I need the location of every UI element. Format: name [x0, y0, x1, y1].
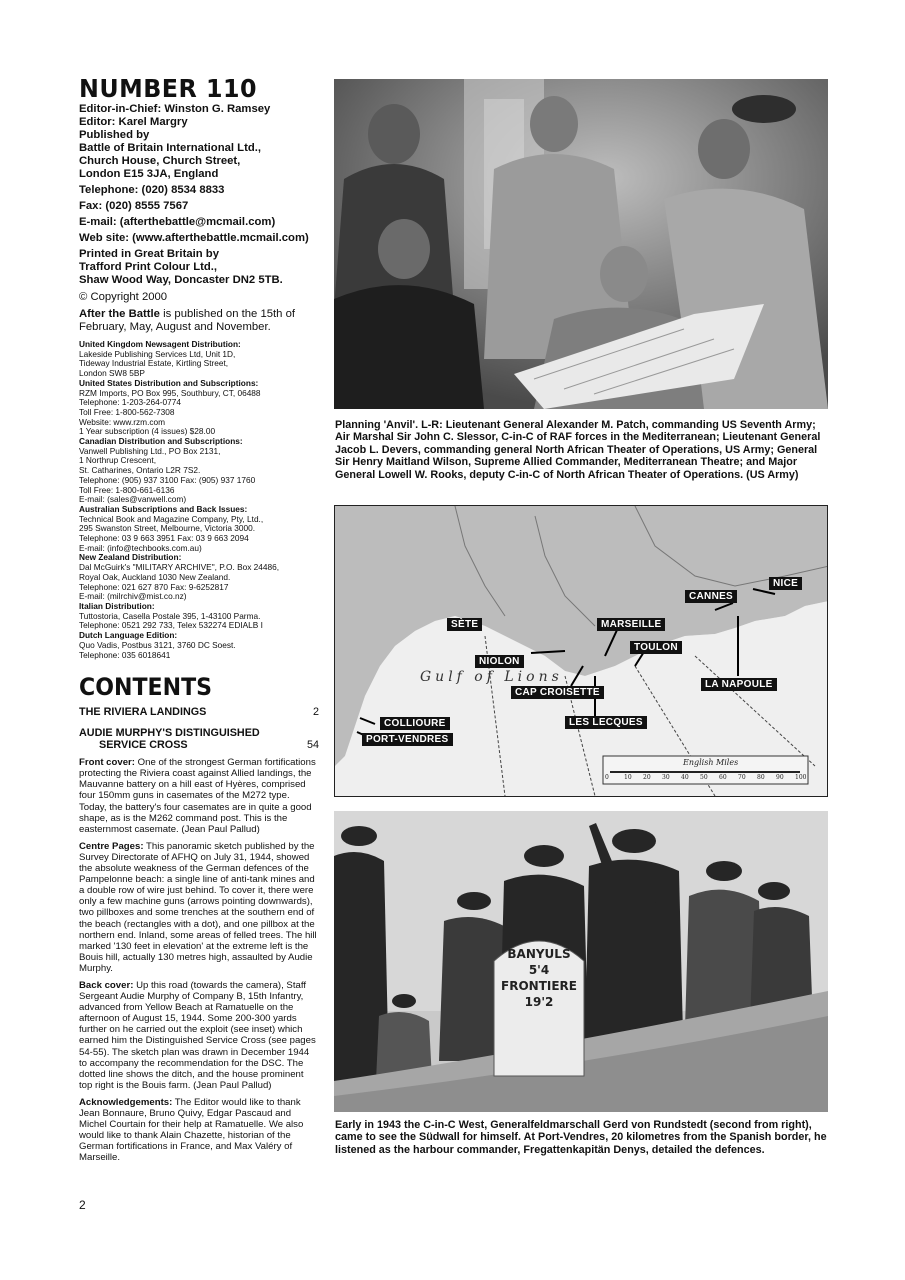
map-scale-tick: 20 [643, 774, 651, 781]
planning-photo-caption: Planning 'Anvil'. L-R: Lieutenant General Alexander M. Patch, commanding US Seventh Army; Air Marshal Sir John C. Slessor, C-in-C of RAF forces in the Mediterranean; Lieutenant General Jacob L. Devers, commanding general North African Theater of Operations, US Army; General Sir Henry Maitland Wilson, Supreme Allied Commander, Mediterranean Theatre; and Major General Lowell W. Rooks, deputy C-in-C of North African Theater of Operations. (US Army) [335, 419, 821, 481]
distribution-heading: Canadian Distribution and Subscriptions: [79, 436, 243, 447]
map-scale-tick: 60 [719, 774, 727, 781]
map-label-collioure: COLLIOURE [380, 717, 450, 730]
map-label-niolon: NIOLON [475, 655, 524, 668]
distribution-heading: Australian Subscriptions and Back Issues: [79, 503, 248, 514]
distribution-line: Telephone: 0521 292 733, Telex 532274 EDIALB I [79, 620, 263, 631]
toc-item-title-cont: SERVICE CROSS [99, 739, 188, 752]
distribution-line: Website: www.rzm.com [79, 416, 166, 427]
issue-number: NUMBER 110 [79, 74, 258, 103]
milestone-line: 19'2 [524, 995, 554, 1009]
cover-note-text: One of the strongest German fortifications protecting the Riviera coast against Allied landings, the Mauvanne battery on a hill east of Hyères, comprised four 150mm guns in casemates of the M272 type. Today, the battery's four casemates are in quite a good shape, as is the M262 command post. This is the easternmost casemate. (Jean Paul Pallud) [79, 757, 316, 835]
distribution-heading: New Zealand Distribution: [79, 552, 182, 563]
distribution-line: Tideway Industrial Estate, Kirtling Street, [79, 358, 229, 369]
map-scale-tick: 30 [662, 774, 670, 781]
distribution-heading: United States Distribution and Subscriptions: [79, 377, 259, 388]
rundstedt-photo [334, 811, 828, 1112]
map-scale-tick: 40 [681, 774, 689, 781]
email: E-mail: (afterthebattle@mcmail.com) [79, 216, 276, 228]
map-label-les-lecques: LES LECQUES [565, 716, 647, 729]
distribution-line: St. Catharines, Ontario L2R 7S2. [79, 465, 201, 476]
editor: Editor: Karel Margry [79, 116, 188, 128]
map-scale-tick: 50 [700, 774, 708, 781]
distribution-line: Quo Vadis, Postbus 3121, 3760 DC Soest. [79, 639, 236, 650]
cover-note-text: The Editor would like to thank Jean Bonnaure, Bruno Quivy, Edgar Pascaud and Michel Courtain for their help at Ramatuelle. We also would like to thank Alain Chazette, historian of the German fortifications in France, and Max Valéry of Marseille. [79, 1096, 304, 1164]
distribution-line: Toll Free: 1-800-562-7308 [79, 406, 175, 417]
milestone-line: 5'4 [528, 963, 550, 977]
distribution-line: Telephone: 021 627 870 Fax: 9-6252817 [79, 581, 229, 592]
distribution-line: 295 Swanston Street, Melbourne, Victoria 3000. [79, 523, 256, 534]
distribution-line: Telephone: (905) 937 3100 Fax: (905) 937 1760 [79, 474, 256, 485]
riviera-map [334, 505, 828, 797]
cover-note [79, 1097, 319, 1164]
address-line-2: London E15 3JA, England [79, 168, 219, 180]
distribution-list [79, 340, 319, 660]
distribution-line: Toll Free: 1-800-661-6136 [79, 484, 175, 495]
map-label-toulon: TOULON [630, 641, 682, 654]
address-line-1: Church House, Church Street, [79, 155, 241, 167]
map-scale-tick: 90 [776, 774, 784, 781]
map-label-sete: SÈTE [447, 618, 482, 631]
distribution-line: Technical Book and Magazine Company, Pty, Ltd., [79, 513, 264, 524]
publisher-name: Battle of Britain International Ltd., [79, 142, 262, 154]
cover-note [79, 841, 319, 974]
map-terrain [335, 506, 828, 797]
distribution-line: Telephone: 03 9 663 3951 Fax: 03 9 663 2094 [79, 533, 249, 544]
toc-item-page: 54 [306, 739, 319, 752]
map-label-la-napoule: LA NAPOULE [701, 678, 777, 691]
distribution-line: E-mail: (info@techbooks.com.au) [79, 542, 202, 553]
fax: Fax: (020) 8555 7567 [79, 200, 189, 212]
distribution-line: 1 Year subscription (4 issues) $28.00 [79, 426, 216, 437]
distribution-line: London SW8 5BP [79, 368, 145, 379]
publication-schedule: is published on the 15th of February, May, August and November. [79, 308, 296, 333]
map-label-nice: NICE [769, 577, 802, 590]
map-scale-title: English Miles [683, 758, 739, 767]
distribution-line: E-mail: (milrchiv@mist.co.nz) [79, 591, 187, 602]
distribution-line: Tuttostoria, Casella Postale 395, 1-43100 Parma. [79, 610, 261, 621]
toc-item-page: 2 [312, 706, 319, 719]
distribution-line: Lakeside Publishing Services Ltd, Unit 1D, [79, 348, 236, 359]
editor-in-chief: Editor-in-Chief: Winston G. Ramsey [79, 103, 271, 115]
left-column [79, 76, 319, 1163]
toc-item[interactable] [79, 706, 319, 718]
map-scale-tick: 10 [624, 774, 632, 781]
publication-title: After the Battle [79, 308, 160, 320]
distribution-line: Royal Oak, Auckland 1030 New Zealand. [79, 571, 231, 582]
toc-item-title: THE RIVIERA LANDINGS [79, 706, 207, 719]
milestone-line: BANYULS [507, 947, 571, 961]
printer-line-3: Shaw Wood Way, Doncaster DN2 5TB. [79, 274, 283, 286]
cover-note [79, 757, 319, 835]
copyright: © Copyright 2000 [79, 291, 168, 303]
distribution-line: Telephone: 1-203-264-0774 [79, 397, 181, 408]
rundstedt-photo-caption: Early in 1943 the C-in-C West, Generalfeldmarschall Gerd von Rundstedt (second from right), came to see the Südwall for himself. At Port-Vendres, 20 kilometres from the Spanish border, he listened as the harbour commander, Fregattenkapitän Denys, detailed the defences. [335, 1119, 827, 1156]
printer-line-2: Trafford Print Colour Ltd., [79, 261, 218, 273]
cover-note-label: Front cover: [79, 757, 135, 769]
map-label-cap-croisette: CAP CROISETTE [511, 686, 604, 699]
planning-meeting-illustration [334, 79, 828, 409]
distribution-line: Vanwell Publishing Ltd., PO Box 2131, [79, 445, 221, 456]
printer-line-1: Printed in Great Britain by [79, 248, 219, 260]
toc-item-title: AUDIE MURPHY'S DISTINGUISHED [79, 727, 260, 740]
cover-note-label: Acknowledgements: [79, 1096, 173, 1108]
map-scale-tick: 100 [795, 774, 807, 781]
planning-meeting-photo [334, 79, 828, 409]
distribution-heading: Dutch Language Edition: [79, 630, 178, 641]
published-by: Published by [79, 129, 150, 141]
cover-note-text: This panoramic sketch published by the Survey Directorate of AFHQ on July 31, 1944, showed the absolute weakness of the German defences of the Pampelonne beach: a single line of anti-tank mines and a double row of wire just behind. To cover it, there were only a few machine guns (arrows pointing downwards), two pillboxes and some trenches at the southern end of the beach (rectangles with a dot), and one pillbox at the northern end. Inland, some areas of felled trees. The hill marked '130 feet in elevation' at the extreme left is the Bouis hill, actually 130 metres high, assaulted by Audie Murphy. [79, 840, 317, 974]
distribution-line: E-mail: (sales@vanwell.com) [79, 494, 187, 505]
distribution-line: Dal McGuirk's "MILITARY ARCHIVE", P.O. Box 24486, [79, 562, 280, 573]
milestone-line: FRONTIERE [501, 979, 577, 993]
map-label-marseille: MARSEILLE [597, 618, 665, 631]
map-label-cannes: CANNES [685, 590, 737, 603]
distribution-line: 1 Northrup Crescent, [79, 455, 157, 466]
map-scale-tick: 0 [605, 774, 609, 781]
distribution-heading: Italian Distribution: [79, 600, 155, 611]
page-number: 2 [79, 1198, 86, 1212]
milestone-text [494, 946, 584, 1010]
website: Web site: (www.afterthebattle.mcmail.com) [79, 232, 309, 244]
map-scale-tick: 80 [757, 774, 765, 781]
toc-item[interactable] [79, 727, 319, 751]
publication-note [79, 308, 319, 334]
cover-notes [79, 757, 319, 1163]
cover-note-label: Back cover: [79, 979, 134, 991]
cover-note-text: Up this road (towards the camera), Staff Sergeant Audie Murphy of Company B, 15th Infantry, advanced from Yellow Beach at Ramatuelle on the afternoon of August 15, 1944. Some 200-300 yards further on he carried out the exploit (see inset) which earned him the Distinguished Service Cross (see pages 54-55). The sketch plan was drawn in December 1944 to accompany the recommendation for the DSC. The dotted line shows the ditch, and the house prominent top right is the Bouis farm. (Jean Paul Pallud) [79, 979, 316, 1091]
contents-title: CONTENTS [79, 673, 213, 702]
distribution-heading: United Kingdom Newsagent Distribution: [79, 339, 241, 349]
map-label-port-vendres: PORT-VENDRES [362, 733, 453, 746]
distribution-line: Telephone: 035 6018641 [79, 649, 171, 660]
distribution-line: RZM Imports, PO Box 995, Southbury, CT, 06488 [79, 387, 261, 398]
map-scale-ticks [605, 774, 805, 784]
cover-note-label: Centre Pages: [79, 840, 144, 852]
telephone: Telephone: (020) 8534 8833 [79, 184, 225, 196]
map-scale-tick: 70 [738, 774, 746, 781]
cover-note [79, 980, 319, 1091]
map-sea-label: Gulf of Lions [420, 669, 563, 685]
